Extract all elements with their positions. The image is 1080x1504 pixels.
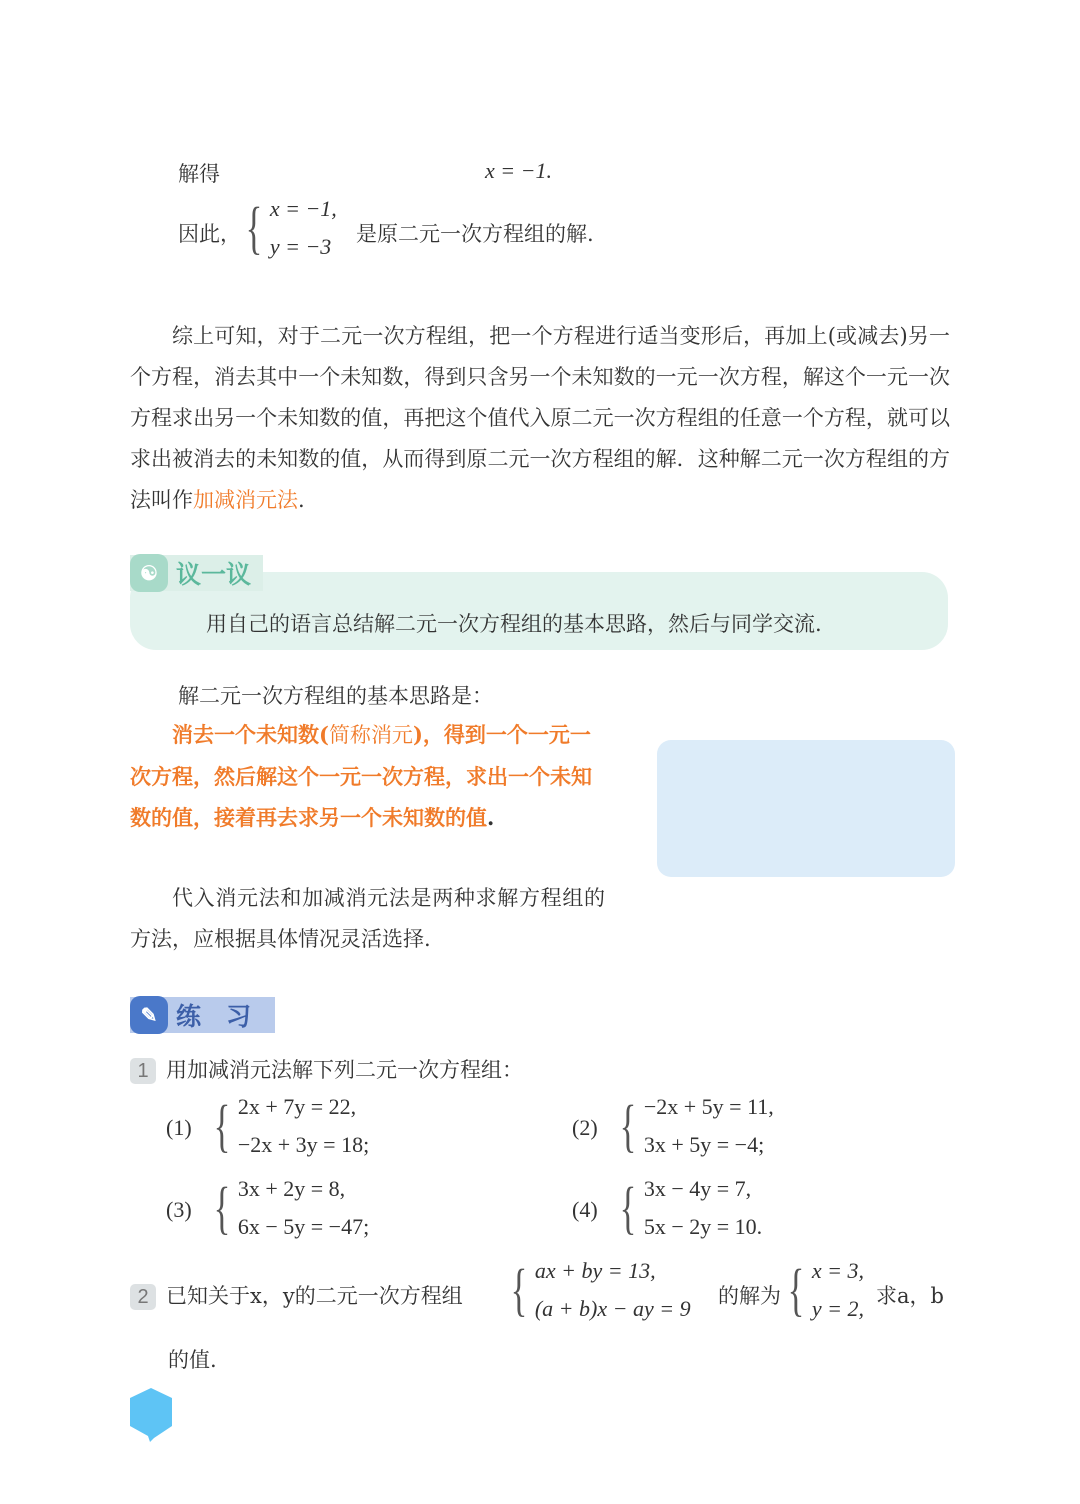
discuss-title: 议一议 xyxy=(176,560,252,589)
group-icon: ☯ xyxy=(130,554,168,592)
practice-header xyxy=(130,997,275,1033)
brace-icon: { xyxy=(619,1175,637,1240)
solution-system xyxy=(240,196,337,260)
page-hexagon-icon xyxy=(128,1388,174,1442)
question-text: 的解为 xyxy=(718,1284,781,1308)
eq: 3x + 2y = 8, xyxy=(237,1176,346,1201)
idea-text xyxy=(130,714,605,838)
question-text: 用加减消元法解下列二元一次方程组： xyxy=(166,1058,523,1082)
question-1 xyxy=(130,1054,523,1084)
t: . xyxy=(487,805,495,830)
item-label: (1) xyxy=(166,1115,192,1140)
item-label: (3) xyxy=(166,1197,192,1222)
pencil-note-icon: ✎ xyxy=(130,996,168,1034)
discuss-header xyxy=(130,555,263,591)
question-text: 的值. xyxy=(168,1348,217,1372)
methods-paragraph: 代入消元法和加减消元法是两种求解方程组的方法，应根据具体情况灵活选择. xyxy=(130,886,605,951)
item-label: (4) xyxy=(572,1197,598,1222)
brace-icon: { xyxy=(787,1257,805,1322)
eq: 5x − 2y = 10. xyxy=(643,1214,763,1239)
eq: ax + by = 13, xyxy=(534,1258,656,1283)
question-2 xyxy=(130,1280,463,1310)
note-box xyxy=(657,740,955,877)
therefore-tail: 是原二元一次方程组的解. xyxy=(356,222,594,246)
system-1 xyxy=(208,1094,369,1158)
key-term: 加减消元法 xyxy=(193,488,298,512)
t: 消元 xyxy=(370,723,413,747)
brace-icon: { xyxy=(213,1093,231,1158)
therefore-label: 因此， xyxy=(178,222,241,246)
brace-icon: { xyxy=(510,1257,528,1322)
system-3 xyxy=(208,1176,369,1240)
eq: 6x − 5y = −47; xyxy=(237,1214,370,1239)
eq: −2x + 3y = 18; xyxy=(237,1132,370,1157)
eq: y = −3 xyxy=(269,234,332,259)
eq: 3x + 5y = −4; xyxy=(643,1132,765,1157)
system-4 xyxy=(614,1176,762,1240)
idea-intro: 解二元一次方程组的基本思路是： xyxy=(178,684,493,708)
solved-label: 解得 xyxy=(178,162,220,186)
question-number: 2 xyxy=(130,1284,156,1310)
discuss-text: 用自己的语言总结解二元一次方程组的基本思路，然后与同学交流. xyxy=(206,612,822,636)
brace-icon: { xyxy=(245,195,263,260)
eq: y = 2, xyxy=(811,1296,864,1321)
eq: −2x + 5y = 11, xyxy=(643,1094,774,1119)
eq: x = −1, xyxy=(269,196,337,221)
system-2 xyxy=(614,1094,774,1158)
question-text: 求a，b xyxy=(876,1284,944,1308)
summary-text: 综上可知，对于二元一次方程组，把一个方程进行适当变形后，再加上(或减去)另一个方程，消去其中一个未知数，得到只含另一个未知数的一元一次方程，解这个一元一次方程求出另一个未知数的值，再把这个值代入原二元一次方程组的任意一个方程，就可以求出被消去的未知数的值，从而得到原二元一次方程组的解．这种解二元一次方程组的方法叫作 xyxy=(130,324,950,512)
eq: (a + b)x − ay = 9 xyxy=(534,1296,691,1321)
question-text: 已知关于x，y的二元一次方程组 xyxy=(166,1284,463,1308)
brace-icon: { xyxy=(619,1093,637,1158)
solution-xy xyxy=(782,1258,864,1322)
t: 消去一个未知数( xyxy=(172,722,329,747)
system-ab xyxy=(505,1258,691,1322)
question-number: 1 xyxy=(130,1058,156,1084)
eq: x = 3, xyxy=(811,1258,864,1283)
item-label: (2) xyxy=(572,1115,598,1140)
t: )，得到一个一元一次方程，然后解这个一元一次方程，求出一个未知数的值，接着再去求另一个未知数的值 xyxy=(130,722,592,830)
period: . xyxy=(298,488,305,512)
t: 简称 xyxy=(328,723,371,747)
solved-equation: x = −1. xyxy=(485,158,552,183)
summary-paragraph xyxy=(130,316,950,521)
practice-title: 练 习 xyxy=(176,1002,252,1031)
eq: 3x − 4y = 7, xyxy=(643,1176,752,1201)
eq: 2x + 7y = 22, xyxy=(237,1094,357,1119)
brace-icon: { xyxy=(213,1175,231,1240)
